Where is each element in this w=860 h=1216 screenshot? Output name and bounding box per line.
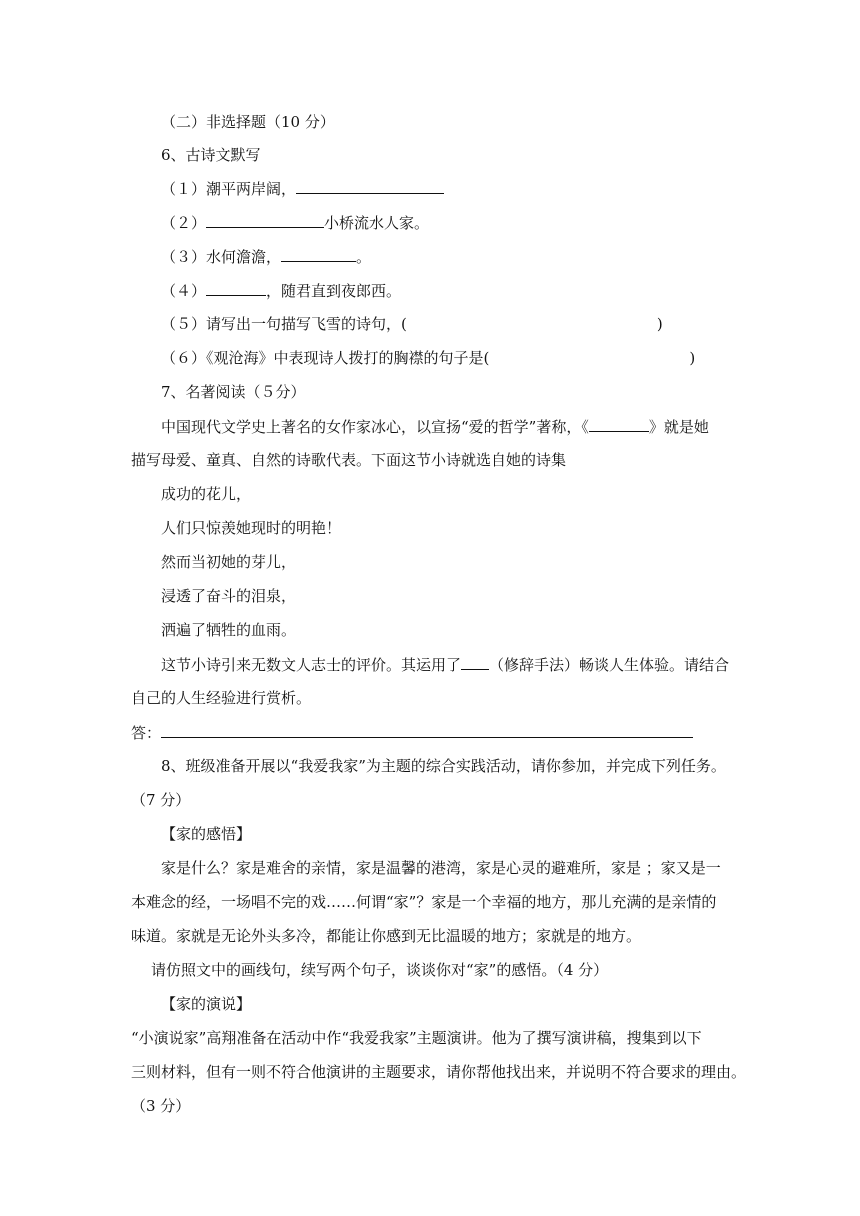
answer-blank[interactable] xyxy=(206,280,266,296)
poem-line: 成功的花儿， xyxy=(161,485,252,503)
q7-title: 7、名著阅读（５分） xyxy=(161,383,306,401)
q7-task-line2: 自己的人生经验进行赏析。 xyxy=(131,689,312,707)
poem-line: 然而当初她的芽儿， xyxy=(161,553,297,571)
q6-title: 6、古诗文默写 xyxy=(161,146,261,164)
q6-item-6: （６）《观沧海》中表现诗人拨打的胸襟的句子是( ) xyxy=(161,349,696,367)
q8-title-line1: 8、班级准备开展以“我爱我家”为主题的综合实践活动，请你参加，并完成下列任务。 xyxy=(161,757,726,775)
poem-line: 人们只惊羡她现时的明艳！ xyxy=(161,519,342,537)
feel-text-line2: 本难念的经，一场唱不完的戏……何谓“家”？家是一个幸福的地方，那儿充满的是亲情的 xyxy=(131,893,717,911)
feel-text-line3: 味道。家就是无论外头多冷，都能让你感到无比温暖的地方；家就是的地方。 xyxy=(131,927,642,945)
answer-blank[interactable] xyxy=(296,178,444,194)
answer-blank[interactable] xyxy=(589,416,649,432)
q7-task-line1: 这节小诗引来无数文人志士的评价。其运用了 （修辞手法）畅谈人生体验。请结合 xyxy=(161,656,730,674)
q7-intro-line1: 中国现代文学史上著名的女作家冰心，以宣扬“爱的哲学”著称，《 》就是她 xyxy=(161,418,709,436)
q6-item-3: （３）水何澹澹， 。 xyxy=(161,248,372,266)
answer-blank[interactable] xyxy=(206,212,324,228)
feel-text-line1: 家是什么？家是难舍的亲情，家是温馨的港湾，家是心灵的避难所，家是 ；家又是一 xyxy=(161,859,721,877)
q6-item-4: （４） ，随君直到夜郎西。 xyxy=(161,282,402,300)
feel-heading: 【家的感悟】 xyxy=(161,825,252,843)
speech-text-line2: 三则材料，但有一则不符合他演讲的主题要求，请你帮他找出来，并说明不符合要求的理由。 xyxy=(131,1063,747,1081)
q6-item-5: （５）请写出一句描写飞雪的诗句，( ) xyxy=(161,315,663,333)
section-heading: （二）非选择题（10 分） xyxy=(161,113,335,131)
q6-item-1: （１）潮平两岸阔， xyxy=(161,178,444,199)
q6-item-2: （２） 小桥流水人家。 xyxy=(161,214,430,232)
q8-title-line2: （7 分） xyxy=(131,791,191,809)
poem-line: 洒遍了牺牲的血雨。 xyxy=(161,621,297,639)
answer-blank[interactable] xyxy=(461,654,489,670)
speech-heading: 【家的演说】 xyxy=(161,995,252,1013)
speech-text-line3: （3 分） xyxy=(131,1097,191,1115)
q7-intro-line2: 描写母爱、童真、自然的诗歌代表。下面这节小诗就选自她的诗集 xyxy=(131,451,567,469)
speech-text-line1: “小演说家”高翔准备在活动中作“我爱我家”主题演讲。他为了撰写演讲稿，搜集到以下 xyxy=(131,1029,702,1047)
q7-answer: 答： xyxy=(131,722,693,743)
answer-line[interactable] xyxy=(161,722,693,738)
poem-line: 浸透了奋斗的泪泉， xyxy=(161,587,297,605)
answer-blank[interactable] xyxy=(281,246,356,262)
feel-task: 请仿照文中的画线句，续写两个句子，谈谈你对“家”的感悟。（4 分） xyxy=(151,961,609,979)
